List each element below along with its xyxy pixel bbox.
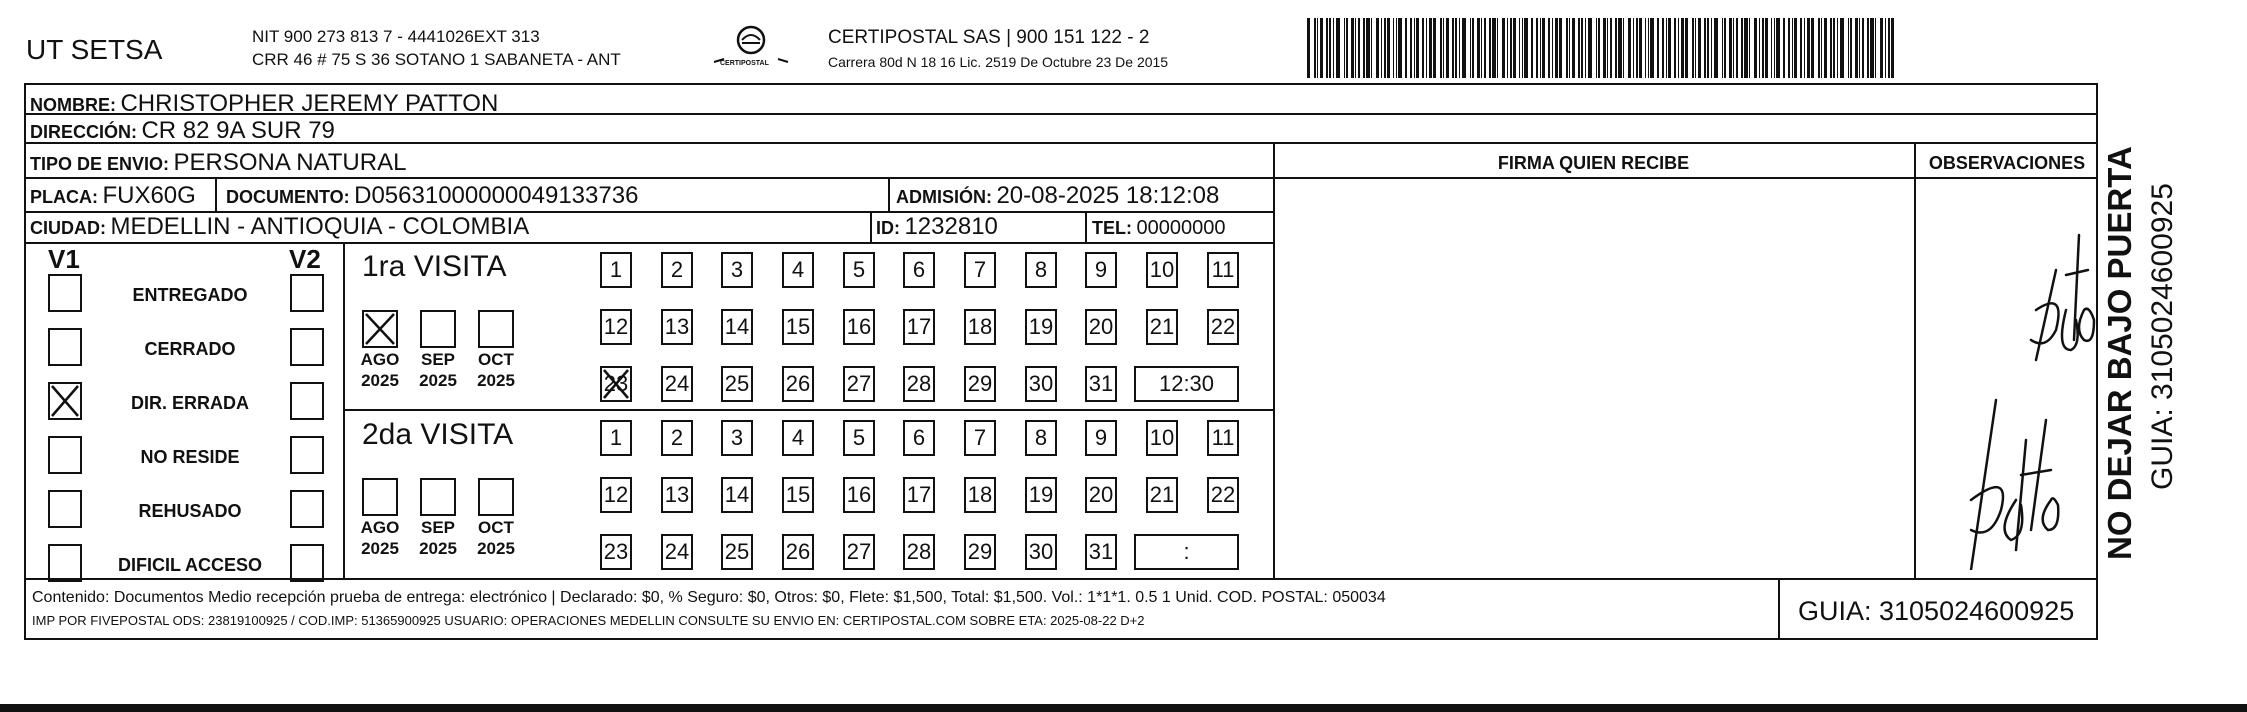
day-box-24[interactable]: 24 [661, 534, 693, 570]
footer-guia: GUIA: 3105024600925 [1798, 596, 2075, 626]
observaciones-handwriting [1916, 200, 2098, 570]
day-box-29[interactable]: 29 [964, 366, 996, 402]
day-box-31[interactable]: 31 [1085, 534, 1117, 570]
day-box-8[interactable]: 8 [1025, 420, 1057, 456]
day-box-23[interactable]: 23 [600, 366, 632, 402]
footer-imp: IMP POR FIVEPOSTAL ODS: 23819100925 / COD.IMP: 51365900925 USUARIO: OPERACIONES MEDELLIN CONSULTE SU ENVIO EN: CERTIPOSTAL.COM SOBRE ETA: 2025-08-22 D+2 [32, 613, 1145, 628]
day-box-6[interactable]: 6 [903, 420, 935, 456]
day-box-27[interactable]: 27 [843, 534, 875, 570]
v1-checkbox-4[interactable] [48, 436, 82, 474]
day-box-13[interactable]: 13 [661, 477, 693, 513]
company-nit: NIT 900 273 813 7 - 4441026EXT 313 [252, 27, 540, 46]
day-box-7[interactable]: 7 [964, 420, 996, 456]
day-box-25[interactable]: 25 [721, 366, 753, 402]
day-box-11[interactable]: 11 [1207, 252, 1239, 288]
day-box-16[interactable]: 16 [843, 477, 875, 513]
day-box-5[interactable]: 5 [843, 420, 875, 456]
day-box-8[interactable]: 8 [1025, 252, 1057, 288]
observaciones-header: OBSERVACIONES [1928, 153, 2086, 173]
day-box-11[interactable]: 11 [1207, 420, 1239, 456]
v2-checkbox-4[interactable] [290, 436, 324, 474]
day-box-4[interactable]: 4 [782, 252, 814, 288]
day-box-6[interactable]: 6 [903, 252, 935, 288]
day-box-10[interactable]: 10 [1146, 420, 1178, 456]
day-box-3[interactable]: 3 [721, 252, 753, 288]
placa-value: FUX60G [102, 182, 196, 209]
ciudad-value: MEDELLIN - ANTIOQUIA - COLOMBIA [110, 213, 530, 240]
month-checkbox-3[interactable] [478, 310, 514, 348]
month-label-1: AGO [360, 518, 400, 537]
month-label-2: SEP [420, 350, 456, 369]
first-visit-title: 1ra VISITA [362, 250, 507, 283]
certipostal-logo [706, 22, 796, 74]
status-label-4: NO RESIDE [140, 447, 240, 467]
month-checkbox-1[interactable] [362, 310, 398, 348]
v1-checkbox-6[interactable] [48, 544, 82, 582]
v1-checkbox-2[interactable] [48, 328, 82, 366]
status-label-2: CERRADO [144, 339, 236, 359]
day-box-25[interactable]: 25 [721, 534, 753, 570]
handwriting-icon [1916, 200, 2098, 570]
day-box-7[interactable]: 7 [964, 252, 996, 288]
day-box-30[interactable]: 30 [1025, 366, 1057, 402]
day-box-1[interactable]: 1 [600, 420, 632, 456]
day-box-16[interactable]: 16 [843, 309, 875, 345]
day-box-28[interactable]: 28 [903, 366, 935, 402]
x-mark-icon [362, 310, 398, 348]
certi-name: CERTIPOSTAL SAS | 900 151 122 - 2 [828, 27, 1150, 48]
direccion-value: CR 82 9A SUR 79 [141, 117, 335, 144]
v2-checkbox-3[interactable] [290, 382, 324, 420]
documento-label: DOCUMENTO: [226, 187, 350, 207]
month-checkbox-1[interactable] [362, 478, 398, 516]
day-box-24[interactable]: 24 [661, 366, 693, 402]
day-box-28[interactable]: 28 [903, 534, 935, 570]
day-box-19[interactable]: 19 [1025, 309, 1057, 345]
day-box-23[interactable]: 23 [600, 534, 632, 570]
day-box-29[interactable]: 29 [964, 534, 996, 570]
tel-value: 00000000 [1136, 217, 1226, 239]
status-label-5: REHUSADO [138, 501, 242, 521]
company-address: CRR 46 # 75 S 36 SOTANO 1 SABANETA - ANT [252, 50, 621, 69]
day-box-31[interactable]: 31 [1085, 366, 1117, 402]
day-box-5[interactable]: 5 [843, 252, 875, 288]
month-checkbox-2[interactable] [420, 478, 456, 516]
tel-label: TEL: [1092, 218, 1132, 238]
month-label-2: SEP [420, 518, 456, 537]
day-box-4[interactable]: 4 [782, 420, 814, 456]
day-box-21[interactable]: 21 [1146, 309, 1178, 345]
v1-label: V1 [48, 244, 80, 274]
barcode-icon [1305, 18, 1898, 78]
side-warning: NO DEJAR BAJO PUERTA [2101, 146, 2138, 560]
day-box-22[interactable]: 22 [1207, 309, 1239, 345]
v2-checkbox-1[interactable] [290, 274, 324, 312]
logo-text: CERTIPOSTAL [720, 60, 769, 67]
day-box-9[interactable]: 9 [1085, 252, 1117, 288]
month-label-3: OCT [478, 518, 514, 537]
day-box-22[interactable]: 22 [1207, 477, 1239, 513]
day-box-21[interactable]: 21 [1146, 477, 1178, 513]
tipo-label: TIPO DE ENVIO: [30, 154, 170, 174]
status-label-6: DIFICIL ACCESO [117, 555, 262, 575]
v2-checkbox-5[interactable] [290, 490, 324, 528]
placa-label: PLACA: [30, 187, 98, 207]
v1-checkbox-3[interactable] [48, 382, 82, 420]
month-year-3: 2025 [477, 539, 515, 558]
day-box-19[interactable]: 19 [1025, 477, 1057, 513]
day-box-26[interactable]: 26 [782, 534, 814, 570]
day-box-14[interactable]: 14 [721, 309, 753, 345]
month-year-1: 2025 [361, 371, 399, 390]
v1-checkbox-1[interactable] [48, 274, 82, 312]
v2-checkbox-2[interactable] [290, 328, 324, 366]
id-value: 1232810 [904, 213, 998, 240]
day-box-12[interactable]: 12 [600, 309, 632, 345]
day-box-13[interactable]: 13 [661, 309, 693, 345]
day-box-20[interactable]: 20 [1085, 309, 1117, 345]
certi-address: Carrera 80d N 18 16 Lic. 2519 De Octubre 23 De 2015 [828, 54, 1169, 70]
month-checkbox-2[interactable] [420, 310, 456, 348]
visit-time-box[interactable]: : [1134, 534, 1239, 570]
day-box-18[interactable]: 18 [964, 477, 996, 513]
direccion-label: DIRECCIÓN: [30, 122, 137, 142]
month-checkbox-3[interactable] [478, 478, 514, 516]
month-label-1: AGO [360, 350, 400, 369]
visit-time-box[interactable]: 12:30 [1134, 366, 1239, 402]
nombre-value: CHRISTOPHER JEREMY PATTON [120, 90, 499, 117]
day-box-15[interactable]: 15 [782, 477, 814, 513]
second-visit-title: 2da VISITA [362, 418, 514, 451]
nombre-label: NOMBRE: [30, 95, 116, 115]
month-year-1: 2025 [361, 539, 399, 558]
barcode [1305, 18, 1898, 78]
x-mark-icon [600, 366, 632, 402]
day-box-1[interactable]: 1 [600, 252, 632, 288]
admision-value: 20-08-2025 18:12:08 [996, 182, 1220, 209]
day-box-18[interactable]: 18 [964, 309, 996, 345]
month-year-2: 2025 [419, 371, 457, 390]
day-box-20[interactable]: 20 [1085, 477, 1117, 513]
day-box-10[interactable]: 10 [1146, 252, 1178, 288]
id-label: ID: [876, 218, 900, 238]
v2-label: V2 [289, 244, 321, 274]
day-box-3[interactable]: 3 [721, 420, 753, 456]
day-box-26[interactable]: 26 [782, 366, 814, 402]
day-box-27[interactable]: 27 [843, 366, 875, 402]
day-box-14[interactable]: 14 [721, 477, 753, 513]
status-label-1: ENTREGADO [132, 285, 248, 305]
documento-value: D05631000000049133736 [354, 182, 639, 209]
status-label-3: DIR. ERRADA [130, 393, 249, 413]
month-year-3: 2025 [477, 371, 515, 390]
side-guia: GUIA: 3105024600925 [2146, 183, 2179, 490]
tipo-value: PERSONA NATURAL [173, 149, 407, 176]
day-box-9[interactable]: 9 [1085, 420, 1117, 456]
admision-label: ADMISIÓN: [896, 187, 992, 207]
x-mark-icon [48, 382, 82, 420]
v1-checkbox-5[interactable] [48, 490, 82, 528]
company-name: UT SETSA [26, 34, 163, 65]
day-box-17[interactable]: 17 [903, 309, 935, 345]
day-box-2[interactable]: 2 [661, 420, 693, 456]
month-year-2: 2025 [419, 539, 457, 558]
footer-contenido: Contenido: Documentos Medio recepción prueba de entrega: electrónico | Declarado: $0, % Seguro: $0, Otros: $0, Flete: $1,500, Total: $1,500. Vol.: 1*1*1. 0.5 1 Unid. COD. POSTAL: 050034 [32, 589, 1386, 606]
day-box-12[interactable]: 12 [600, 477, 632, 513]
month-label-3: OCT [478, 350, 514, 369]
day-box-15[interactable]: 15 [782, 309, 814, 345]
ciudad-label: CIUDAD: [30, 218, 106, 238]
day-box-17[interactable]: 17 [903, 477, 935, 513]
v2-checkbox-6[interactable] [290, 544, 324, 582]
day-box-30[interactable]: 30 [1025, 534, 1057, 570]
firma-header: FIRMA QUIEN RECIBE [1497, 153, 1690, 173]
day-box-2[interactable]: 2 [661, 252, 693, 288]
